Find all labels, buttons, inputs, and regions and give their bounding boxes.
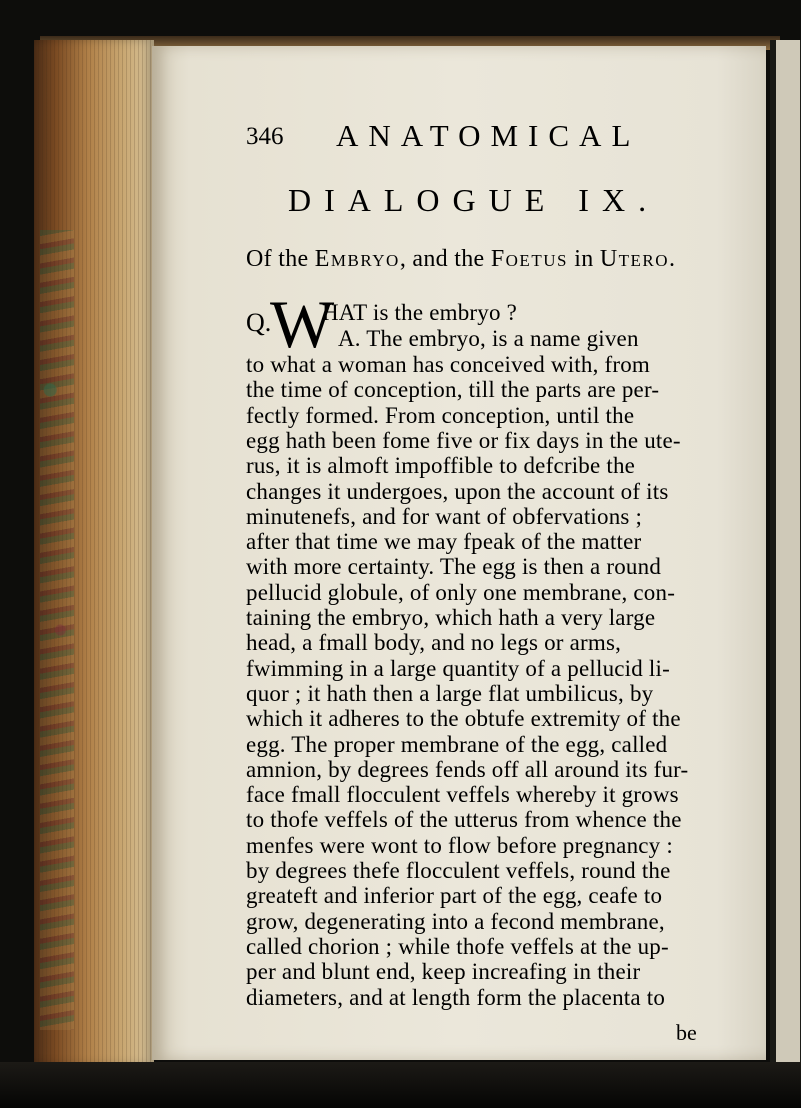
drop-capital: W bbox=[270, 286, 335, 362]
text-line: menfes were wont to flow before pregnancy : bbox=[246, 832, 673, 858]
text-line: taining the embryo, which hath a very large bbox=[246, 605, 656, 630]
text-line: grow, degenerating into a fecond membrane, bbox=[246, 908, 665, 934]
subtitle-embryo: Embryo bbox=[314, 246, 400, 272]
text-line: amnion, by degrees fends off all around its fur- bbox=[246, 756, 689, 782]
text-line: head, a fmall body, and no legs or arms, bbox=[246, 630, 622, 656]
text-line: HAT is the embryo ? bbox=[322, 300, 518, 325]
chapter-title: DIALOGUE IX. bbox=[288, 182, 660, 218]
text-line: per and blunt end, keep increafing in their bbox=[246, 959, 641, 985]
marbled-endpaper bbox=[40, 230, 74, 1030]
page-number: 346 bbox=[246, 123, 284, 150]
subtitle-utero: Utero bbox=[599, 246, 670, 272]
running-head: ANATOMICAL bbox=[336, 118, 641, 153]
text-line: minutenefs, and for want of obfervations ; bbox=[246, 503, 643, 529]
text-line: called chorion ; while thofe veffels at the up- bbox=[246, 933, 669, 959]
subtitle-mid: , and the bbox=[399, 246, 491, 272]
question-marker: Q. bbox=[246, 308, 272, 337]
text-line: egg hath been fome five or fix days in the ute- bbox=[246, 427, 681, 453]
subtitle-in: in bbox=[567, 246, 600, 272]
text-line: pellucid globule, of only one membrane, con- bbox=[246, 579, 676, 605]
text-line: rus, it is almoft impoffible to defcribe the bbox=[246, 453, 636, 479]
bottom-shadow bbox=[0, 1062, 801, 1108]
text-line: changes it undergoes, upon the account of its bbox=[246, 478, 669, 504]
text-line: to what a woman has conceived with, from bbox=[246, 352, 650, 377]
text-line: diameters, and at length form the placenta to bbox=[246, 984, 666, 1010]
subtitle-prefix: Of the bbox=[246, 246, 315, 272]
text-line: with more certainty. The egg is then a round bbox=[246, 554, 662, 580]
subtitle-foetus: Foetus bbox=[490, 246, 568, 272]
text-line: after that time we may fpeak of the matter bbox=[246, 529, 642, 555]
text-line: by degrees thefe flocculent veffels, round the bbox=[246, 858, 671, 883]
text-line: fectly formed. From conception, until the bbox=[246, 402, 635, 428]
subtitle-end: . bbox=[669, 246, 676, 272]
text-line: fwimming in a large quantity of a pellucid li- bbox=[246, 655, 670, 681]
text-line: to thofe veffels of the utterus from whence the bbox=[246, 807, 682, 833]
text-line: greateft and inferior part of the egg, ceafe to bbox=[246, 883, 663, 909]
chapter-subtitle bbox=[246, 246, 675, 273]
text-line: A. The embryo, is a name given bbox=[338, 326, 639, 351]
text-line: which it adheres to the obtufe extremity of the bbox=[246, 706, 681, 732]
text-line: the time of conception, till the parts are per- bbox=[246, 377, 660, 403]
text-line: quor ; it hath then a large flat umbilicus, by bbox=[246, 680, 654, 706]
catchword: be bbox=[676, 1020, 697, 1045]
text-line: face fmall flocculent veffels whereby it grows bbox=[246, 782, 679, 808]
text-line: egg. The proper membrane of the egg, called bbox=[246, 731, 668, 757]
